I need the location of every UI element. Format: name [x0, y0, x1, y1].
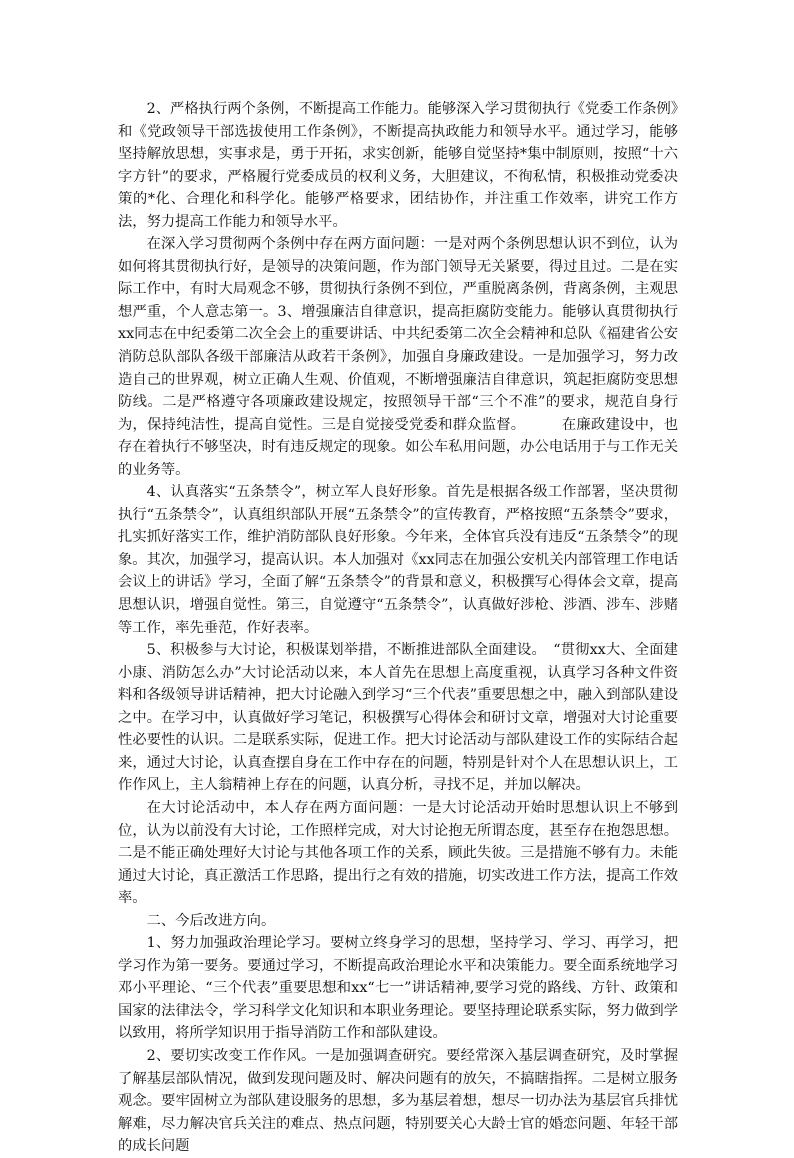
paragraph-article-5-discussion: 5、积极参与大讨论，积极谋划举措，不断推进部队全面建设。 “贯彻xx大、全面建小康、消防怎么办”大讨论活动以来，本人首先在思想上高度重视，认真学习各种文件资料和各级领导讲话精神，把大讨论融入到学习“三个代表”重要思想之中，融入到部队建设之中。在学习中，认真做好学习笔记，积极撰写心得体会和研讨文章，增强对大讨论重要性必要性的认识。二是联系实际，促进工作。把大讨论活动与部队建设工作的实际结合起来，通过大讨论，认真查摆自身在工作中存在的问题，特别是针对个人在思想认识上，工作作风上，主人翁精神上存在的问题，认真分析，寻找不足，并加以解决。 — [118, 642, 678, 794]
paragraph-discussion-problems: 在大讨论活动中，本人存在两方面问题：一是大讨论活动开始时思想认识上不够到位，认为以前没有大讨论，工作照样完成，对大讨论抱无所谓态度，甚至存在抱怨思想。二是不能正确处理好大讨论与其他各项工作的关系，顾此失彼。三是措施不够有力。未能通过大讨论，真正激活工作思路，提出行之有效的措施，切实改进工作方法，提高工作效率。 — [118, 799, 678, 907]
section-heading-improvement: 二、今后改进方向。 — [146, 912, 276, 929]
paragraph-improve-1-theory-study: 1、努力加强政治理论学习。要树立终身学习的思想，坚持学习、学习、再学习，把学习作为第一要务。要通过学习，不断提高政治理论水平和决策能力。要全面系统地学习邓小平理论、“三个代表”重要思想和xx“七一”讲话精神,要学习党的路线、方针、政策和国家的法律法令，学习科学文化知识和本职业务理论。要坚持理论联系实际，努力做到学以致用，将所学知识用于指导消防工作和部队建设。 — [118, 935, 678, 1042]
paragraph-problems-and-integrity: 在深入学习贯彻两个条例中存在两方面问题：一是对两个条例思想认识不到位，认为如何将其贯彻执行好，是领导的决策问题，作为部门领导无关紧要，得过且过。二是在实际工作中，有时大局观念不够，贯彻执行条例不到位，严重脱离条例，背离条例，主观思想严重，个人意志第一。3、增强廉洁自律意识，提高拒腐防变能力。能够认真贯彻执行xx同志在中纪委第二次全会上的重要讲话、中共纪委第二次全会精神和总队《福建省公安消防总队部队各级干部廉洁从政若干条例》，加强自身廉政建设。一是加强学习，努力改造自己的世界观，树立正确人生观、价值观，不断增强廉洁自律意识，筑起拒腐防变思想防线。二是严格遵守各项廉政建设规定，按照领导干部“三个不准”的要求，规范自身行为，保持纯洁性，提高自觉性。三是自觉接受党委和群众监督。 在廉政建设中，也存在着执行不够坚决，时有违反规定的现象。如公车私用问题，办公电话用于与工作无关的业务等。 — [118, 236, 678, 478]
paragraph-article-4-five-bans: 4、认真落实“五条禁令”，树立军人良好形象。首先是根据各级工作部署，坚决贯彻执行“五条禁令”，认真组织部队开展“五条禁令”的宣传教育，严格按照“五条禁令”要求，扎实抓好落实工作，维护消防部队良好形象。今年来，全体官兵没有违反“五条禁令”的现象。其次，加强学习，提高认识。本人加强对《xx同志在加强公安机关内部管理工作电话会议上的讲话》学习，全面了解“五条禁令”的背景和意义，积极撰写心得体会文章，提高思想认识，增强自觉性。第三，自觉遵守“五条禁令”，认真做好涉枪、涉酒、涉车、涉赌等工作，率先垂范，作好表率。 — [118, 484, 678, 636]
paragraph-improve-2-work-style: 2、要切实改变工作作风。一是加强调查研究。要经常深入基层调查研究，及时掌握了解基层部队情况，做到发现问题及时、解决问题有的放矢，不搞瞎指挥。二是树立服务观念。要牢固树立为部队建设服务的思想，多为基层着想，想尽一切办法为基层官兵排忧解难，尽力解决官兵关注的难点、热点问题，特别要关心大龄士官的婚恋问题、年轻干部的成长问题 — [118, 1047, 678, 1155]
document-page — [118, 98, 678, 1158]
paragraph-article-2-regulations: 2、严格执行两个条例，不断提高工作能力。能够深入学习贯彻执行《党委工作条例》和《党政领导干部选拔使用工作条例》，不断提高执政能力和领导水平。通过学习，能够坚持解放思想，实事求是，勇于开拓，求实创新，能够自觉坚持*集中制原则，按照“十六字方针”的要求，严格履行党委成员的权利义务，大胆建议，不徇私情，积极推动党委决策的*化、合理化和科学化。能够严格要求，团结协作，并注重工作效率，讲究工作方法，努力提高工作能力和领导水平。 — [118, 101, 678, 230]
